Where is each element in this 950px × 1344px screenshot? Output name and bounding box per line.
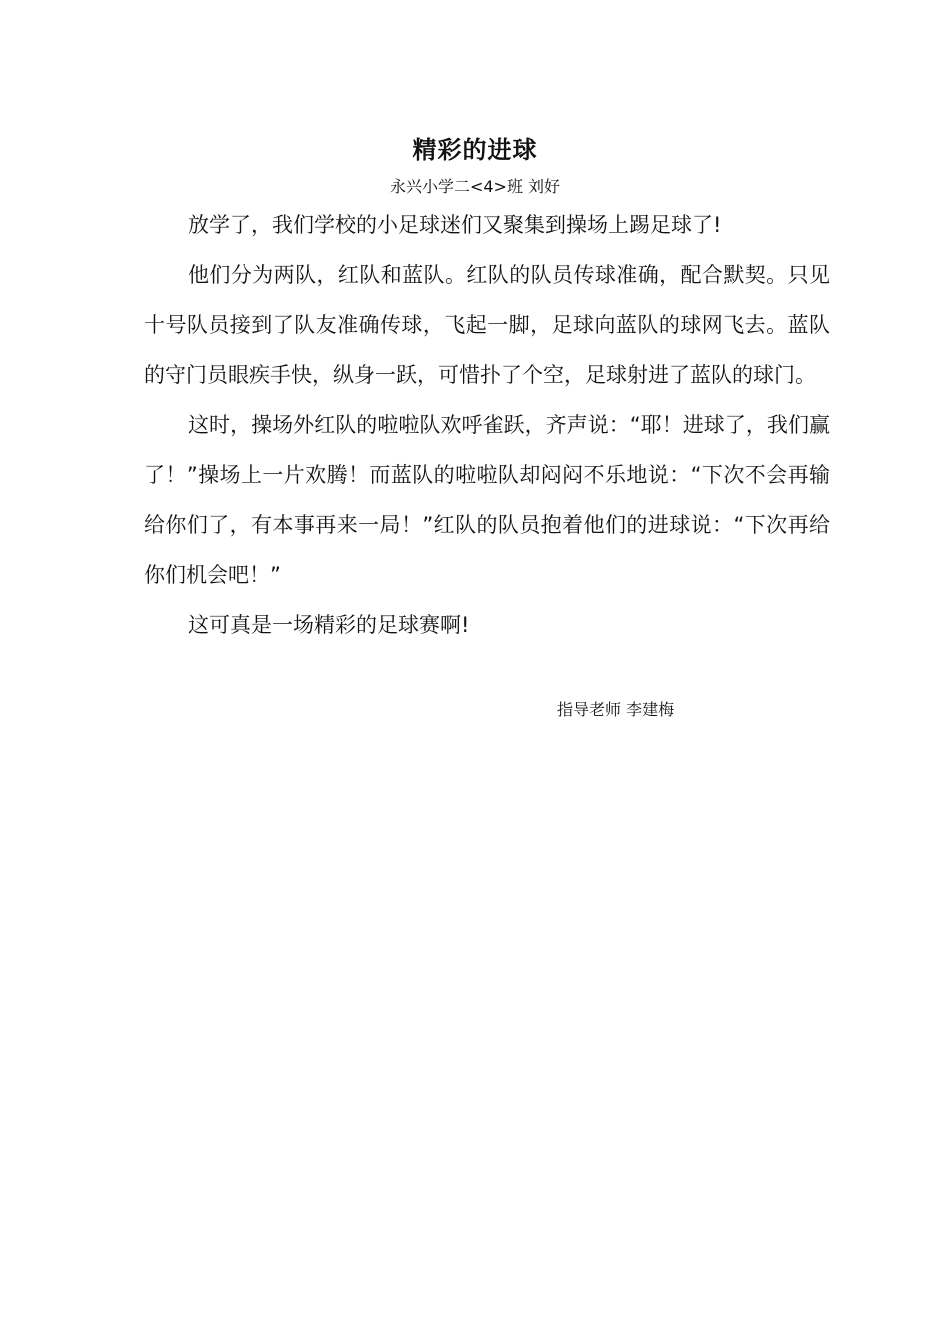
author-byline: 永兴小学二<4>班 刘好 xyxy=(389,177,561,196)
essay-title: 精彩的进球 xyxy=(412,136,538,164)
essay-body xyxy=(144,200,830,650)
paragraph-2: 他们分为两队，红队和蓝队。红队的队员传球准确，配合默契。只见十号队员接到了队友准确传球，飞起一脚，足球向蓝队的球网飞去。蓝队的守门员眼疾手快，纵身一跃，可惜扑了个空，足球射进了蓝队的球门。 xyxy=(144,263,830,387)
paragraph-4: 这可真是一场精彩的足球赛啊! xyxy=(188,613,470,637)
teacher-credit: 指导老师 李建梅 xyxy=(557,700,675,719)
paragraph-3: 这时，操场外红队的啦啦队欢呼雀跃，齐声说：“耶！进球了，我们赢了！”操场上一片欢腾！而蓝队的啦啦队却闷闷不乐地说：“下次不会再输给你们了，有本事再来一局！”红队的队员抱着他们的进球说：“下次再给你们机会吧！” xyxy=(144,413,830,587)
paragraph-1: 放学了，我们学校的小足球迷们又聚集到操场上踢足球了! xyxy=(188,213,722,237)
